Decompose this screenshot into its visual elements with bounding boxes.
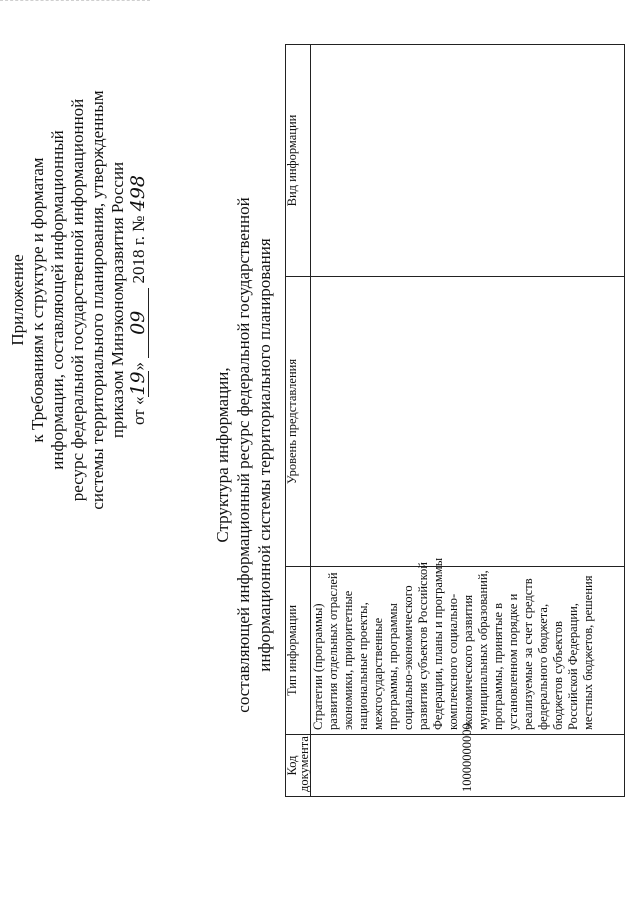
header-code: Код документа — [286, 735, 311, 797]
date-month: 09 — [128, 288, 149, 358]
date-year: 2018 г. № — [129, 215, 148, 284]
type-line: социально-экономического — [401, 585, 415, 730]
title-line: Структура информации, — [213, 367, 232, 543]
cell-kind — [311, 45, 625, 277]
header-level: Уровень представления — [286, 277, 311, 567]
type-line: развития субъектов Российской — [416, 562, 430, 730]
appendix-line: приказом Минэкономразвития России — [108, 161, 127, 439]
header-type: Тип информации — [286, 567, 311, 735]
structure-table — [285, 44, 625, 797]
type-line: Российской Федерации, — [566, 603, 580, 730]
appendix-line: информации, составляющей информационный — [48, 130, 67, 470]
title-line: составляющей информационный ресурс федеральной государственной — [234, 197, 253, 713]
document-title — [212, 95, 275, 815]
type-line: программы, программы — [386, 603, 400, 730]
appendix-line: системы территориального планирования, утвержденным — [88, 90, 107, 510]
date-mid: » — [129, 362, 148, 371]
appendix-line: ресурс федеральной государственной информационной — [68, 98, 87, 502]
table-header-row — [286, 45, 311, 797]
type-line: экономического развития — [461, 594, 475, 730]
type-line: Федерации, планы и программы — [431, 557, 445, 730]
cell-type — [311, 557, 625, 735]
type-line: местных бюджетов, решения — [581, 575, 595, 730]
cell-level — [311, 277, 625, 567]
appendix-line: Приложение — [8, 254, 27, 346]
type-line: федерального бюджета, — [536, 603, 550, 730]
type-line: установленном порядке и — [506, 593, 520, 730]
type-line: реализуемые за счет средств — [521, 578, 535, 730]
table-row — [311, 45, 625, 797]
type-line: развития отдельных отраслей — [326, 572, 340, 730]
type-line: межгосударственные — [371, 617, 385, 730]
type-line: национальные проекты, — [356, 602, 370, 730]
type-line: экономики, приоритетные — [341, 590, 355, 730]
title-line: информационной системы территориального планирования — [255, 238, 274, 672]
cell-code: 10000000000 — [311, 735, 625, 797]
type-line: программы, принятые в — [491, 602, 505, 730]
appendix-block — [8, 90, 149, 510]
date-prefix: от « — [129, 396, 148, 426]
header-kind: Вид информации — [286, 45, 311, 277]
appendix-date-line — [128, 90, 149, 510]
type-line: муниципальных образований, — [476, 570, 490, 730]
appendix-line: к Требованиям к структуре и форматам — [28, 157, 47, 443]
order-number: 498 — [127, 175, 149, 212]
type-line: Стратегии (программы) — [311, 603, 325, 730]
type-line: комплексного социально- — [446, 593, 460, 730]
type-line: бюджетов субъектов — [551, 621, 565, 730]
date-day: 19 — [127, 371, 149, 396]
